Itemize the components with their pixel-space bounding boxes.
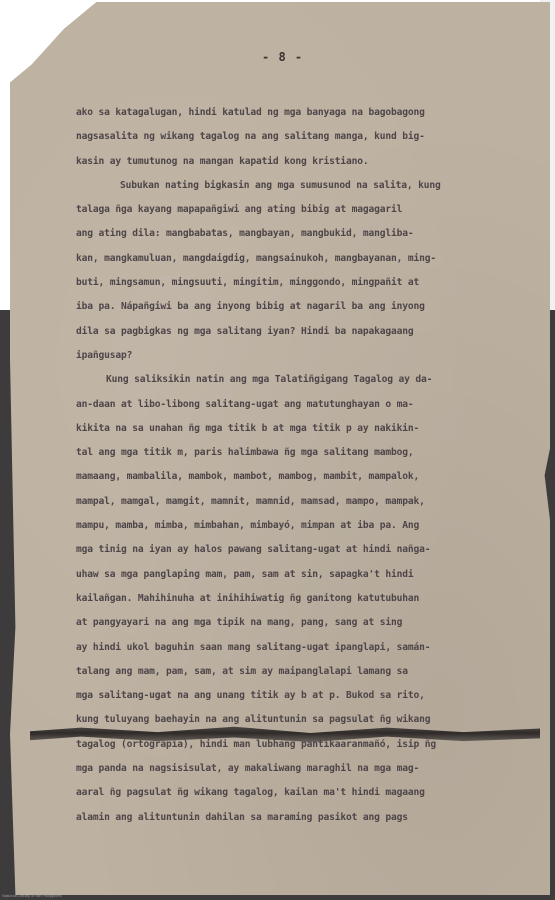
text-line: at pangyayari na ang mga tipik na mang, pang, sang at sing — [76, 617, 403, 629]
text-line: tal ang mga titik m, paris halimbawa ñg mga salitang mambog, — [76, 447, 414, 459]
text-line: kikita na sa unahan ñg mga titik b at mga titik p ay nakikin- — [76, 422, 420, 434]
text-line: Kung saliksikin natin ang mga Talatiñgigang Tagalog ay da- — [106, 374, 433, 386]
text-line: uhaw sa mga panglaping mam, pam, sam at sin, sapagka't hindi — [76, 568, 414, 580]
text-line: mga panda na nagsisisulat, ay makaliwang maraghil na mga mag- — [76, 763, 420, 775]
text-line: tagalog (ortograpia), hindi man lubhang pantikaaranmañó, isip ñg — [76, 738, 437, 750]
text-line: mampal, mamgal, mamgit, mamnit, mamnid, mamsad, mampo, mampak, — [76, 495, 425, 507]
text-line: mga salitang-ugat na ang unang titik ay b at p. Bukod sa rito, — [76, 690, 425, 702]
text-line: aaral ñg pagsulat ñg wikang tagalog, kailan ma't hindi magaang — [76, 787, 425, 799]
text-line: buti, mingsamun, mingsuuti, mingitim, minggondo, mingpañit at — [76, 277, 420, 289]
text-line: ay hindi ukol baguhin saan mang salitang-ugat ipanglapi, samán- — [76, 641, 431, 653]
text-line: kung tuluyang baehayin na ang alituntunin sa pagsulat ñg wikang — [76, 714, 431, 726]
text-line: ako sa katagalugan, hindi katulad ng mga banyaga na bagobagong — [76, 107, 425, 118]
text-line: iba pa. Nápañgiwi ba ang inyong bibig at nagaril ba ang inyong — [76, 301, 425, 313]
text-line: ipañgusap? — [76, 349, 133, 361]
text-line: nagsasalita ng wikang tagalog na ang salitang manga, kund big- — [76, 131, 425, 143]
text-line: ang ating dila: mangbabatas, mangbayan, mangbukid, mangliba- — [76, 228, 414, 240]
text-line: mga tinig na iyan ay halos pawang salitang-ugat at hindi nañga- — [76, 544, 431, 556]
text-line: talaga ñga kayang mapapañgiwi ang ating bibig at magagaril — [76, 204, 403, 216]
text-line: an-daan at libo-libong salitang-ugat ang matutunghayan o ma- — [76, 398, 414, 410]
text-line: kasin ay tumutunog na mangan kapatid kong kristiano. — [76, 155, 369, 167]
text-line: kailañgan. Mahihinuha at inihihiwatig ñg ganitong katutubuhan — [76, 592, 420, 604]
text-line: mamaang, mambalila, mambok, mambot, mambog, mambit, mampalok, — [76, 471, 420, 483]
text-line: talang ang mam, pam, sam, at sim ay maipanglalapi lamang sa — [76, 665, 408, 677]
text-line: mampu, mamba, mimba, mimbahan, mimbayó, mimpan at iba pa. Ang — [76, 520, 420, 532]
text-line: kan, mangkamuluan, mangdaigdig, mangsainukoh, mangbayanan, ming- — [76, 252, 437, 264]
page-number: - 8 - — [262, 50, 304, 64]
document-body — [76, 101, 516, 830]
text-line: Subukan nating bigkasin ang mga sumusunod na salita, kung — [120, 179, 441, 191]
archive-footer-note: National Library of the Philippines — [2, 893, 62, 898]
text-line: dila sa pagbigkas ng mga salitang iyan? Hindi ba napakagaang — [76, 325, 414, 337]
text-line: alamin ang alituntunin dahilan sa maraming pasikot ang pags — [76, 811, 408, 823]
